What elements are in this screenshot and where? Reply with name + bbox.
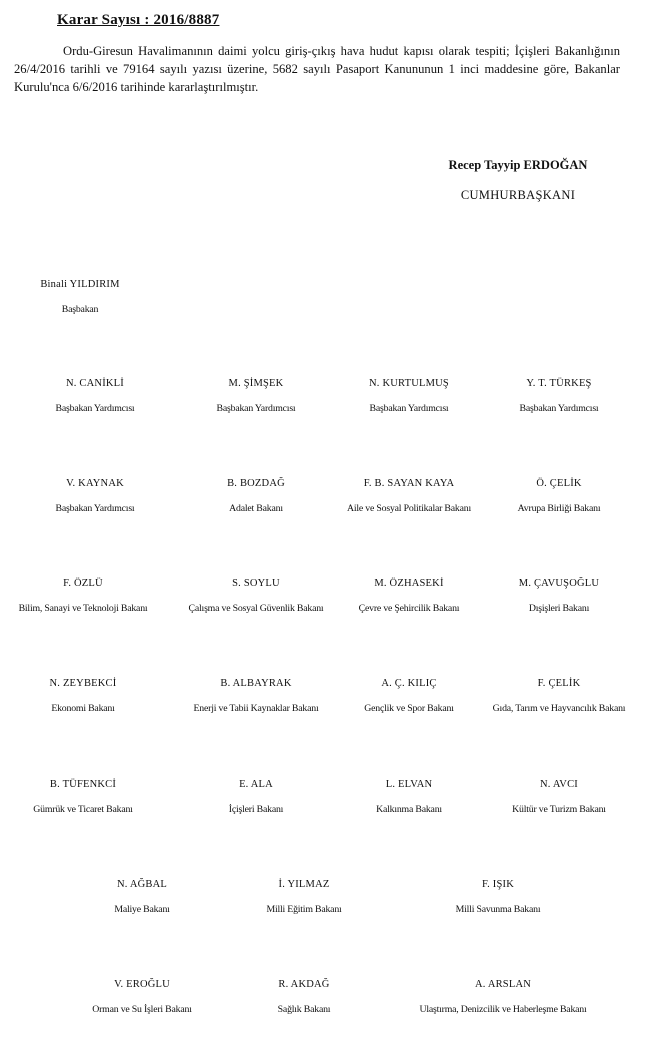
- signature-block: [229, 979, 379, 1015]
- minister-title: Gümrük ve Ticaret Bakanı: [33, 804, 133, 815]
- minister-title: Avrupa Birliği Bakanı: [517, 503, 601, 514]
- signature-block: [67, 879, 217, 915]
- signature-block: [418, 879, 578, 915]
- signature-block: [181, 779, 331, 815]
- minister-name: N. KURTULMUŞ: [369, 378, 449, 389]
- minister-name: L. ELVAN: [385, 779, 433, 790]
- signature-block: [484, 779, 634, 815]
- minister-name: F. ÇELİK: [537, 678, 581, 689]
- signature-block: [334, 578, 484, 614]
- minister-name: N. ZEYBEKCİ: [49, 678, 117, 689]
- minister-name: F. IŞIK: [481, 879, 515, 890]
- minister-name: F. ÖZLÜ: [63, 578, 103, 589]
- minister-name: B. ALBAYRAK: [220, 678, 292, 689]
- signature-block: [334, 678, 484, 714]
- minister-name: B. TÜFENKCİ: [49, 779, 117, 790]
- signature-block: [20, 378, 170, 414]
- minister-name: İ. YILMAZ: [278, 879, 330, 890]
- minister-title: Gıda, Tarım ve Hayvancılık Bakanı: [492, 703, 626, 714]
- minister-title: Milli Eğitim Bakanı: [266, 904, 342, 915]
- signature-block: [181, 478, 331, 514]
- decree-number: Karar Sayısı : 2016/8887: [57, 12, 220, 28]
- minister-title: Başbakan Yardımcısı: [216, 403, 296, 414]
- minister-title: Başbakan Yardımcısı: [55, 403, 135, 414]
- minister-title: Gençlik ve Spor Bakanı: [364, 703, 454, 714]
- minister-title: Başbakan Yardımcısı: [519, 403, 599, 414]
- president-name: Recep Tayyip ERDOĞAN: [448, 158, 588, 172]
- minister-title: Kültür ve Turizm Bakanı: [512, 804, 606, 815]
- minister-title: Maliye Bakanı: [114, 904, 170, 915]
- minister-title: Çalışma ve Sosyal Güvenlik Bakanı: [188, 603, 324, 614]
- signature-block: [484, 678, 634, 714]
- minister-title: Orman ve Su İşleri Bakanı: [92, 1004, 192, 1015]
- signature-block: [229, 879, 379, 915]
- signature-block: [181, 578, 331, 614]
- minister-name: A. ARSLAN: [474, 979, 532, 990]
- minister-name: M. ŞİMŞEK: [228, 378, 284, 389]
- minister-name: V. KAYNAK: [66, 478, 124, 489]
- minister-title: İçişleri Bakanı: [228, 804, 284, 815]
- minister-name: Y. T. TÜRKEŞ: [526, 378, 592, 389]
- minister-title: Bilim, Sanayi ve Teknoloji Bakanı: [18, 603, 148, 614]
- signature-block: [378, 979, 628, 1015]
- signature-block: [67, 979, 217, 1015]
- minister-title: Başbakan: [61, 304, 99, 315]
- signature-block: [484, 378, 634, 414]
- minister-name: N. AVCI: [540, 779, 578, 790]
- minister-name: Ö. ÇELİK: [536, 478, 582, 489]
- president-title: CUMHURBAŞKANI: [460, 188, 576, 202]
- minister-title: Başbakan Yardımcısı: [369, 403, 449, 414]
- signature-block: [181, 378, 331, 414]
- signature-block: [334, 378, 484, 414]
- minister-name: V. EROĞLU: [114, 979, 170, 990]
- signature-block: [181, 678, 331, 714]
- minister-title: Çevre ve Şehircilik Bakanı: [358, 603, 460, 614]
- minister-name: F. B. SAYAN KAYA: [363, 478, 455, 489]
- minister-title: Adalet Bakanı: [229, 503, 283, 514]
- signature-block: [8, 578, 158, 614]
- signature-block: [8, 678, 158, 714]
- minister-name: N. AĞBAL: [116, 879, 168, 890]
- minister-name: E. ALA: [239, 779, 273, 790]
- minister-title: Sağlık Bakanı: [277, 1004, 331, 1015]
- signature-block: [484, 478, 634, 514]
- signature-block: [484, 578, 634, 614]
- minister-title: Dışişleri Bakanı: [528, 603, 590, 614]
- signature-block: [334, 779, 484, 815]
- minister-name: M. ÇAVUŞOĞLU: [518, 578, 600, 589]
- minister-name: Binali YILDIRIM: [40, 279, 120, 290]
- signature-block: [20, 478, 170, 514]
- minister-name: M. ÖZHASEKİ: [374, 578, 444, 589]
- minister-name: B. BOZDAĞ: [227, 478, 285, 489]
- minister-title: Ulaştırma, Denizcilik ve Haberleşme Bakanı: [419, 1004, 587, 1015]
- minister-name: S. SOYLU: [232, 578, 280, 589]
- minister-title: Aile ve Sosyal Politikalar Bakanı: [346, 503, 471, 514]
- minister-title: Milli Savunma Bakanı: [455, 904, 541, 915]
- minister-name: A. Ç. KILIÇ: [381, 678, 437, 689]
- minister-title: Ekonomi Bakanı: [51, 703, 115, 714]
- minister-title: Enerji ve Tabii Kaynaklar Bakanı: [193, 703, 319, 714]
- minister-name: N. CANİKLİ: [66, 378, 124, 389]
- decree-text: Ordu-Giresun Havalimanının daimi yolcu giriş-çıkış hava hudut kapısı olarak tespiti; İçişleri Bakanlığının 26/4/2016 tarihli ve 79164 sayılı yazısı üzerine, 5682 sayılı Pasaport Kanununun 1 inci maddesine göre, Bakanlar Kurulu'nca 6/6/2016 tarihinde kararlaştırılmıştır.: [14, 44, 620, 94]
- minister-title: Başbakan Yardımcısı: [55, 503, 135, 514]
- minister-title: Kalkınma Bakanı: [376, 804, 442, 815]
- signature-block: [20, 279, 140, 315]
- signature-block: [8, 779, 158, 815]
- signature-block: [334, 478, 484, 514]
- minister-name: R. AKDAĞ: [278, 979, 330, 990]
